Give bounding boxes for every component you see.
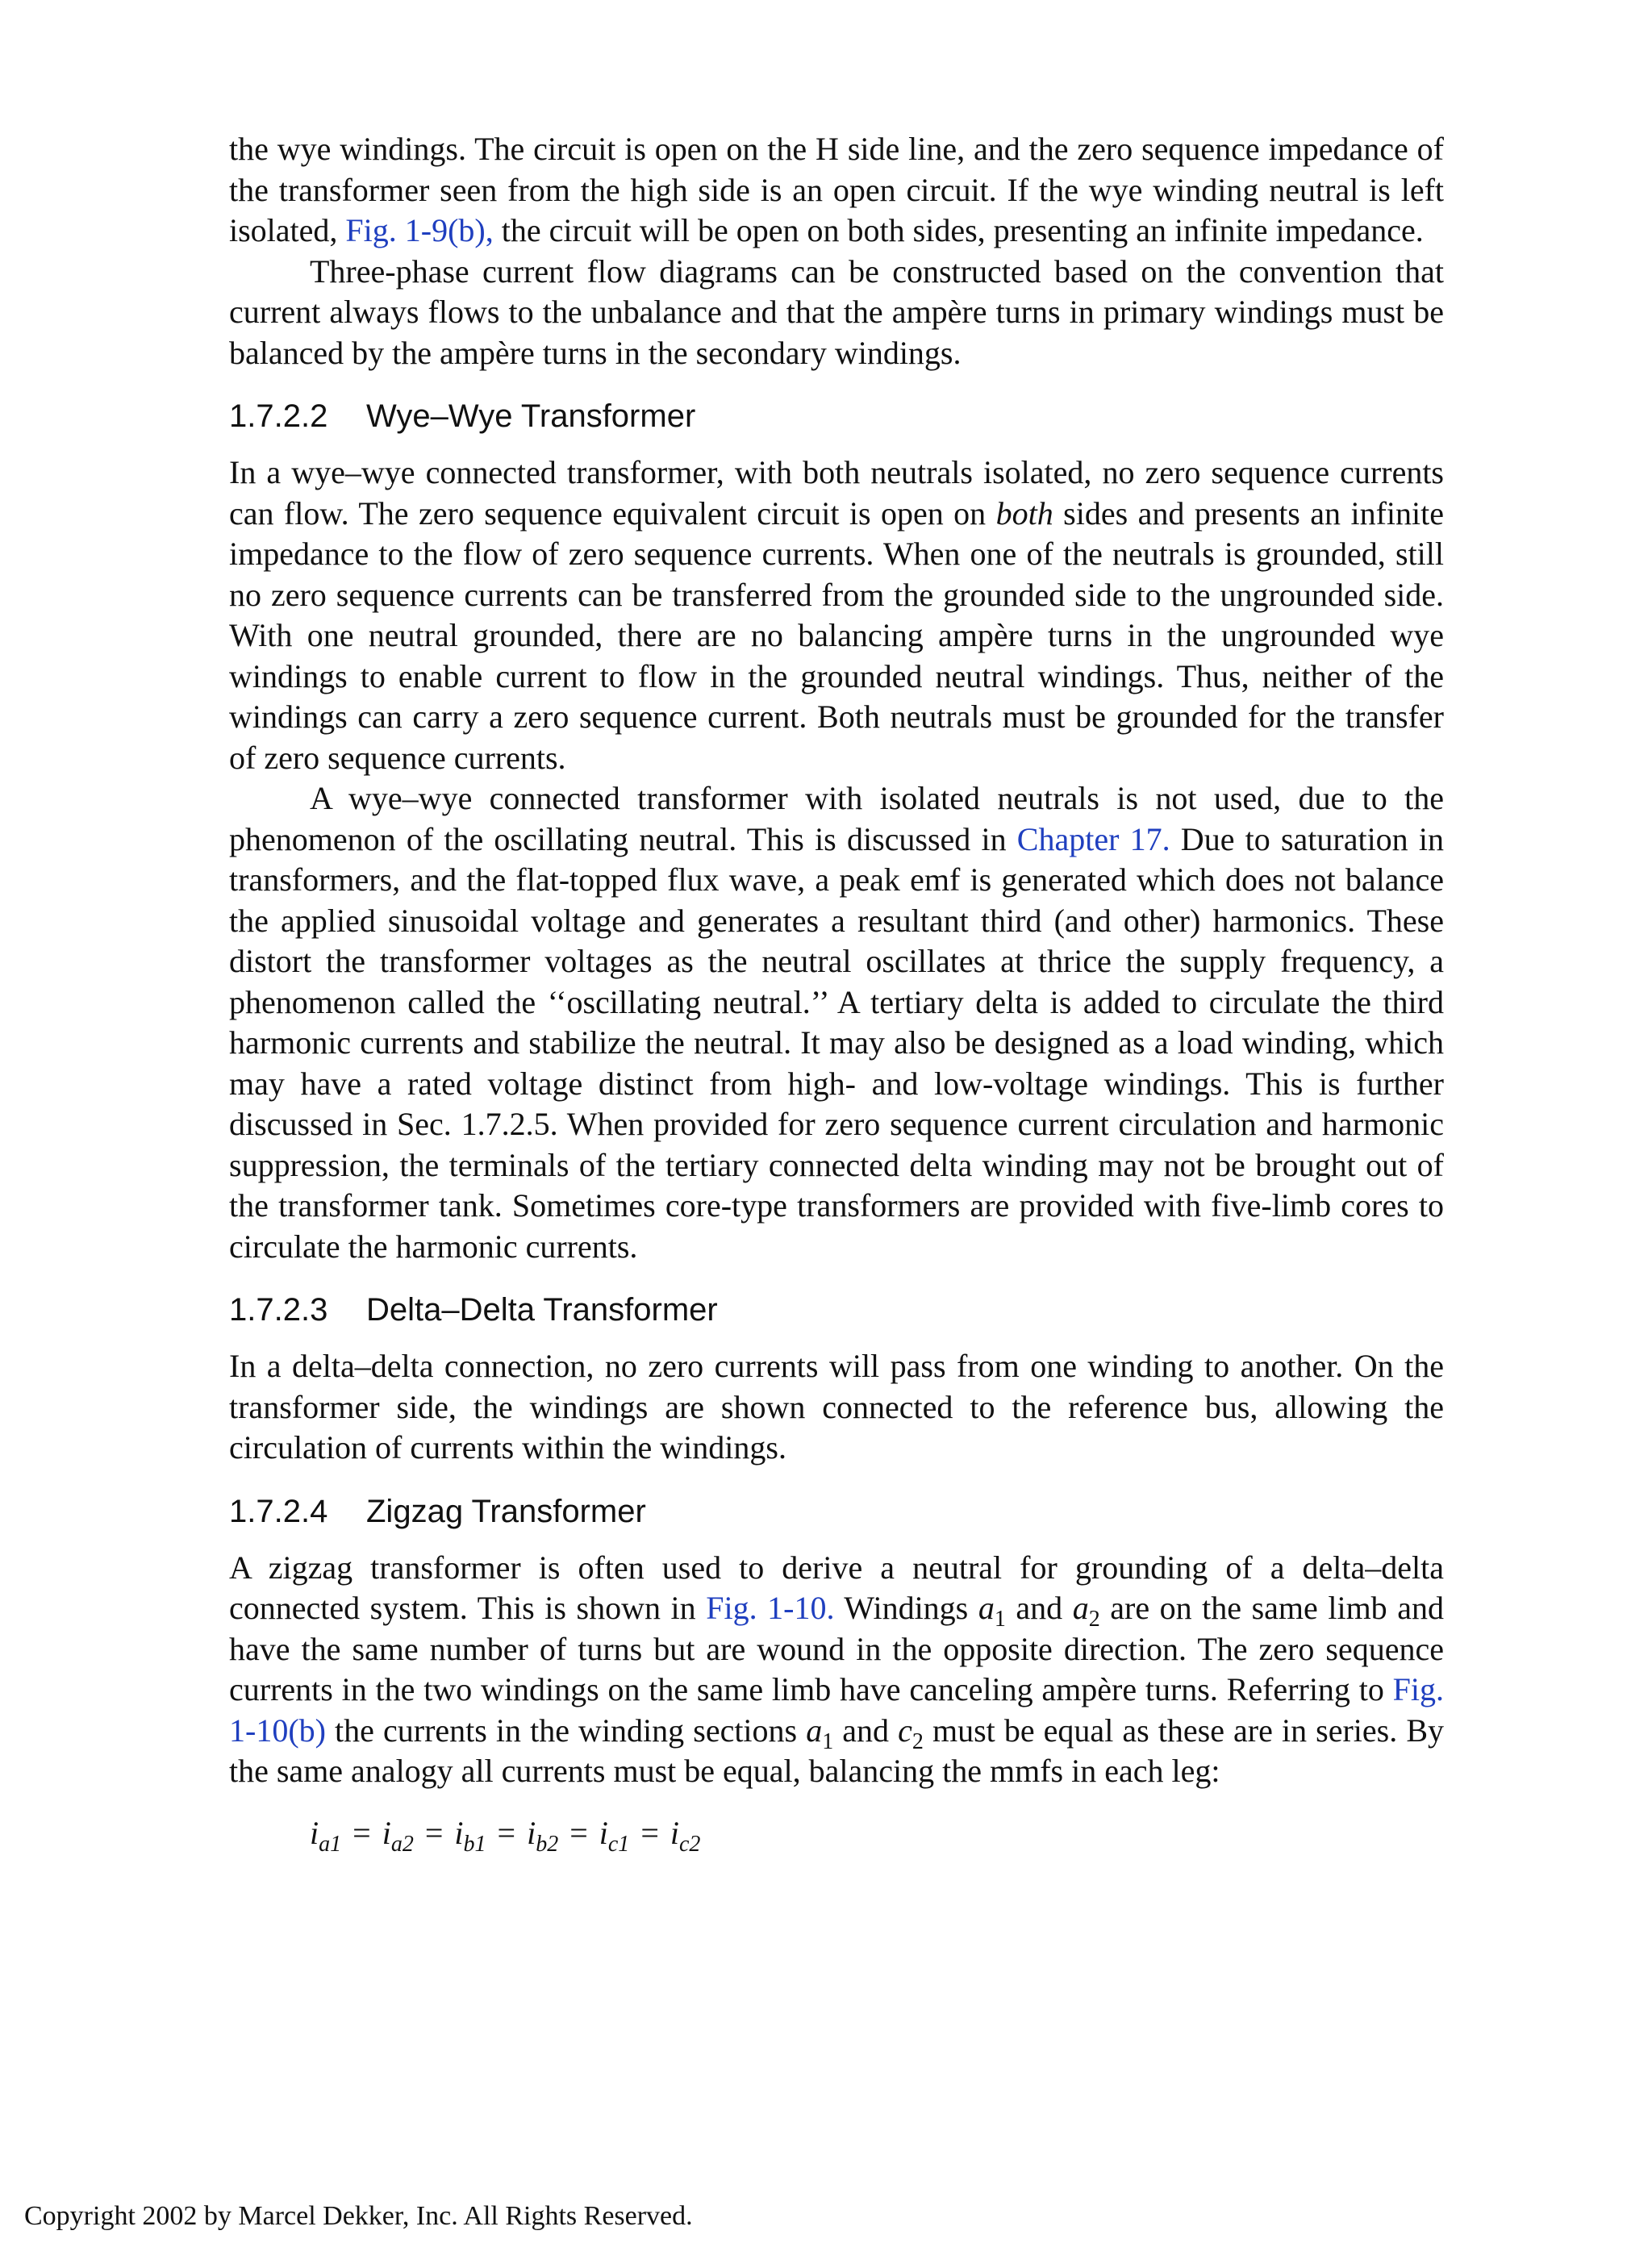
section-heading-wye-wye	[229, 396, 1444, 436]
paragraph-1	[229, 129, 1444, 252]
paragraph-6-text-f: and	[833, 1712, 899, 1749]
paragraph-6-text-d: are on the same limb and have the same number of turns but are wound in the opposite direction. The zero sequence currents in the two windings on the same limb have canceling ampère turns. Referring to	[229, 1590, 1444, 1707]
paragraph-5-text: In a delta–delta connection, no zero currents will pass from one winding to another. On the transformer side, the windings are shown connected to the reference bus, allowing the circulation of currents within the windings.	[229, 1348, 1444, 1466]
chapter-17-link[interactable]: Chapter 17.	[1016, 820, 1170, 857]
paragraph-4-text-b: Due to saturation in transformers, and the flat-topped flux wave, a peak emf is generated which does not balance the applied sinusoidal voltage and generates a resultant third (and other) harmonics. These distort the transformer voltages as the neutral oscillates at thrice the supply frequency, a phenomenon called the ‘‘oscillating neutral.’’ A tertiary delta is added to circulate the third harmonic currents and stabilize the neutral. It may also be designed as a load winding, which may have a rated voltage distinct from high- and low-voltage windings. This is further discussed in Sec. 1.7.2.5. When provided for zero sequence current circulation and harmonic suppression, the terminals of the tertiary connected delta winding may not be brought out of the transformer tank. Sometimes core-type transformers are provided with five-limb cores to circulate the harmonic currents.	[229, 820, 1444, 1265]
page-content	[229, 129, 1445, 1857]
paragraph-4	[229, 778, 1444, 1267]
eq-term-4: $i_{b2}$	[527, 1814, 559, 1857]
var-c2-sub: 2	[912, 1728, 924, 1754]
section-heading-delta-delta	[229, 1290, 1444, 1330]
eq-term-1: $i_{a1}$	[310, 1814, 342, 1857]
paragraph-4-text-a: A wye–wye connected transformer with isolated neutrals is not used, due to the phenomenon of the oscillating neutral. This is discussed in	[229, 780, 1444, 857]
paragraph-2	[229, 252, 1444, 374]
paragraph-6-text-c: and	[1005, 1590, 1073, 1626]
var-a1-second-sub: 1	[822, 1728, 834, 1754]
eq-equals: =	[353, 1814, 371, 1851]
eq-term-6: $i_{c2}$	[670, 1814, 701, 1857]
var-c2: c	[898, 1712, 912, 1749]
var-a2-sub: 2	[1088, 1607, 1100, 1632]
section-number: 1.7.2.4	[229, 1493, 328, 1529]
eq-term-3: $i_{b1}$	[454, 1814, 486, 1857]
section-title: Delta–Delta Transformer	[366, 1292, 718, 1328]
section-number: 1.7.2.3	[229, 1292, 328, 1328]
section-title: Zigzag Transformer	[366, 1493, 646, 1529]
paragraph-6-text-b: Windings	[834, 1590, 978, 1626]
paragraph-6	[229, 1548, 1444, 1792]
var-a1-second: a	[806, 1712, 823, 1749]
var-a1: a	[978, 1590, 995, 1626]
paragraph-1-text-a: the wye windings. The circuit is open on the H side line, and the zero sequence impedance of the transformer seen from the high side is an open circuit. If the wye winding neutral is left isolated,	[229, 131, 1444, 248]
eq-equals: =	[640, 1814, 659, 1851]
eq-equals: =	[569, 1814, 588, 1851]
var-a1-sub: 1	[994, 1607, 1006, 1632]
paragraph-6-text-g: must be equal as these are in series. By the same analogy all currents must be equal, balancing the mmfs in each leg:	[229, 1712, 1444, 1789]
section-number: 1.7.2.2	[229, 398, 328, 434]
copyright-footer: Copyright 2002 by Marcel Dekker, Inc. All Rights Reserved.	[24, 2201, 693, 2231]
paragraph-3-text-a: In a wye–wye connected transformer, with both neutrals isolated, no zero sequence currents can flow. The zero sequence equivalent circuit is open on	[229, 454, 1444, 532]
fig-1-10b-link[interactable]: Fig. 1-10(b)	[229, 1671, 1444, 1749]
eq-equals: =	[497, 1814, 516, 1851]
fig-1-9b-link[interactable]: Fig. 1-9(b),	[345, 212, 494, 248]
paragraph-3	[229, 452, 1444, 778]
eq-term-2: $i_{a2}$	[382, 1814, 414, 1857]
var-a2: a	[1072, 1590, 1089, 1626]
emphasis-both: both	[995, 494, 1053, 532]
section-heading-zigzag	[229, 1491, 1444, 1532]
paragraph-5	[229, 1346, 1444, 1469]
fig-1-10-link[interactable]: Fig. 1-10.	[706, 1590, 835, 1626]
paragraph-2-text: Three-phase current flow diagrams can be constructed based on the convention that current always flows to the unbalance and that the ampère turns in primary windings must be balanced by the ampère turns in the secondary windings.	[229, 252, 1444, 371]
section-title: Wye–Wye Transformer	[366, 398, 696, 434]
eq-term-5: $i_{c1}$	[599, 1814, 630, 1857]
paragraph-3-text-b: sides and presents an infinite impedance to the flow of zero sequence currents. When one of the neutrals is grounded, still no zero sequence currents can be transferred from the grounded side to the ungrounded side. With one neutral grounded, there are no balancing ampère turns in the ungrounded wye windings to enable current to flow in the grounded neutral windings. Thus, neither of the windings can carry a zero sequence current. Both neutrals must be grounded for the transfer of zero sequence currents.	[229, 494, 1445, 776]
paragraph-6-text-e: the currents in the winding sections	[325, 1712, 807, 1749]
equation-current-balance	[229, 1813, 1444, 1857]
paragraph-1-text-b: the circuit will be open on both sides, presenting an infinite impedance.	[493, 212, 1424, 248]
paragraph-6-text-a: A zigzag transformer is often used to derive a neutral for grounding of a delta–delta connected system. This is shown in	[229, 1549, 1444, 1626]
eq-equals: =	[424, 1814, 444, 1851]
